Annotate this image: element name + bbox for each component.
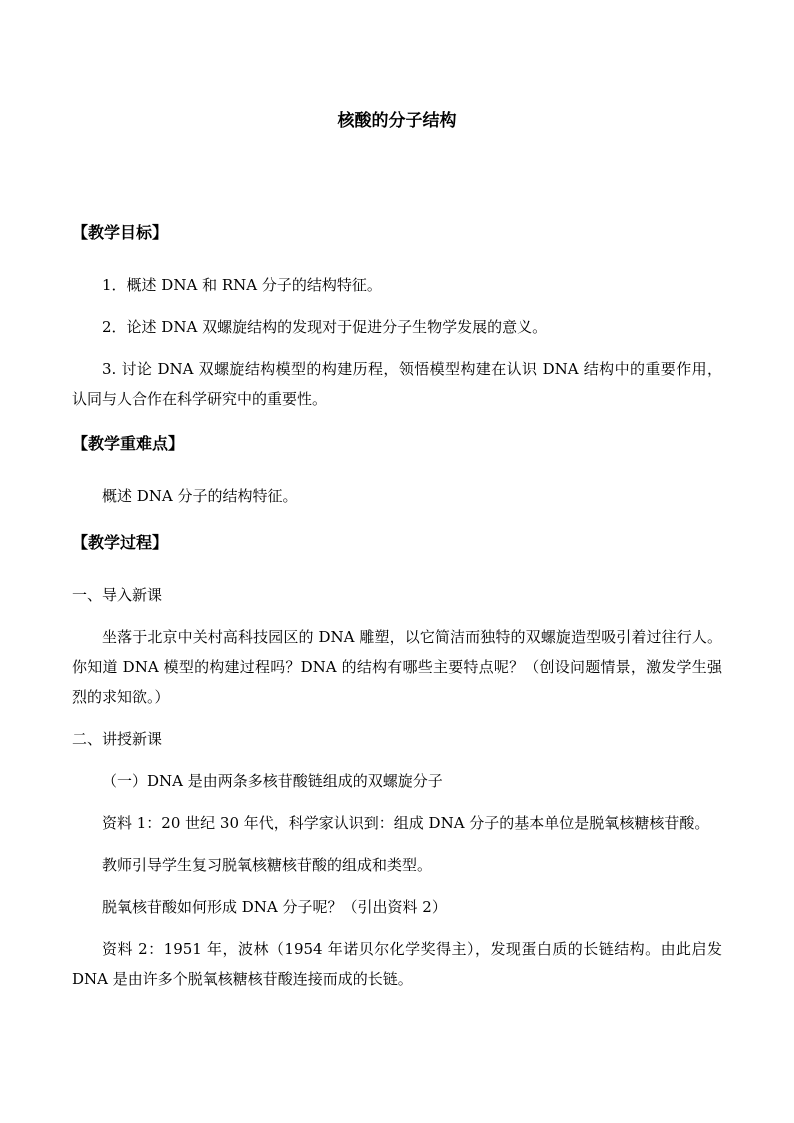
goal-item-1: 1．概述 DNA 和 RNA 分子的结构特征。: [102, 276, 382, 294]
teacher-guide: 教师引导学生复习脱氧核糖核苷酸的组成和类型。: [102, 856, 433, 874]
question-text: 脱氧核苷酸如何形成 DNA 分子呢？（引出资料 2）: [102, 898, 447, 916]
heading-key-points: 【教学重难点】: [72, 434, 185, 453]
material-2: 资料 2：1951 年，波林（1954 年诺贝尔化学奖得主），发现蛋白质的长链结构。由此启发 DNA 是由许多个脱氧核糖核苷酸连接而成的长链。: [72, 940, 722, 988]
document-title: 核酸的分子结构: [337, 111, 457, 131]
heading-teaching-process: 【教学过程】: [72, 533, 169, 552]
goal-item-3: 3. 讨论 DNA 双螺旋结构模型的构建历程，领悟模型构建在认识 DNA 结构中的重要作用，认同与人合作在科学研究中的重要性。: [72, 360, 722, 408]
material-1: 资料 1：20 世纪 30 年代，科学家认识到：组成 DNA 分子的基本单位是脱氧核糖核苷酸。: [102, 814, 710, 832]
part1-title: 一、导入新课: [72, 586, 163, 604]
key-points-text: 概述 DNA 分子的结构特征。: [102, 487, 298, 505]
goal-item-2: 2．论述 DNA 双螺旋结构的发现对于促进分子生物学发展的意义。: [102, 318, 548, 336]
heading-teaching-goals: 【教学目标】: [72, 223, 169, 242]
part1-text: 坐落于北京中关村高科技园区的 DNA 雕塑，以它简洁而独特的双螺旋造型吸引着过往行人。你知道 DNA 模型的构建过程吗？DNA 的结构有哪些主要特点呢？（创设问题情景，激发学生强烈的求知欲。）: [72, 628, 722, 706]
subsection-1-title: （一）DNA 是由两条多核苷酸链组成的双螺旋分子: [102, 772, 443, 790]
part2-title: 二、讲授新课: [72, 730, 163, 748]
